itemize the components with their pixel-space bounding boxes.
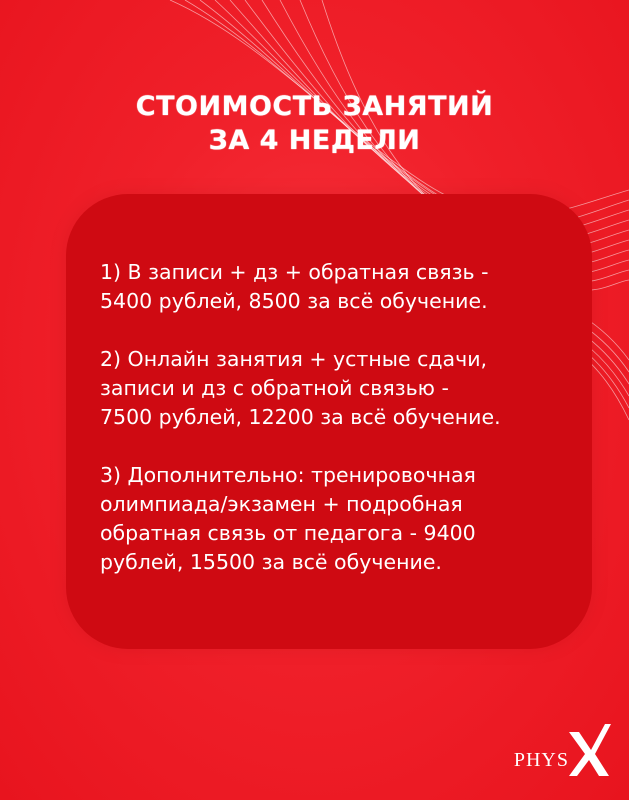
logo-text: PHYS <box>513 749 569 771</box>
pricing-item-2-line-3: 7500 рублей, 12200 за всё обучение. <box>100 405 501 429</box>
pricing-item-2-line-1: 2) Онлайн занятия + устные сдачи, <box>100 347 488 371</box>
pricing-item-3-line-3: обратная связь от педагога - 9400 <box>100 521 476 545</box>
pricing-item-2-line-2: записи и дз с обратной связью - <box>100 376 449 400</box>
pricing-item-3-line-4: рублей, 15500 за всё обучение. <box>100 550 442 574</box>
pricing-item-3-line-1: 3) Дополнительно: тренировочная <box>100 463 476 487</box>
physx-logo <box>495 720 615 778</box>
pricing-item-1 <box>100 258 570 316</box>
pricing-item-3-line-2: олимпиада/экзамен + подробная <box>100 492 463 516</box>
title-line-2: ЗА 4 НЕДЕЛИ <box>208 125 421 156</box>
logo-x-mark <box>565 720 615 778</box>
pricing-item-3 <box>100 461 570 577</box>
pricing-item-1-line-2: 5400 рублей, 8500 за всё обучение. <box>100 289 488 313</box>
page-title <box>0 90 629 158</box>
pricing-item-1-line-1: 1) В записи + дз + обратная связь - <box>100 260 489 284</box>
pricing-list <box>100 258 570 606</box>
pricing-item-2 <box>100 345 570 432</box>
title-line-1: СТОИМОСТЬ ЗАНЯТИЙ <box>135 91 494 122</box>
